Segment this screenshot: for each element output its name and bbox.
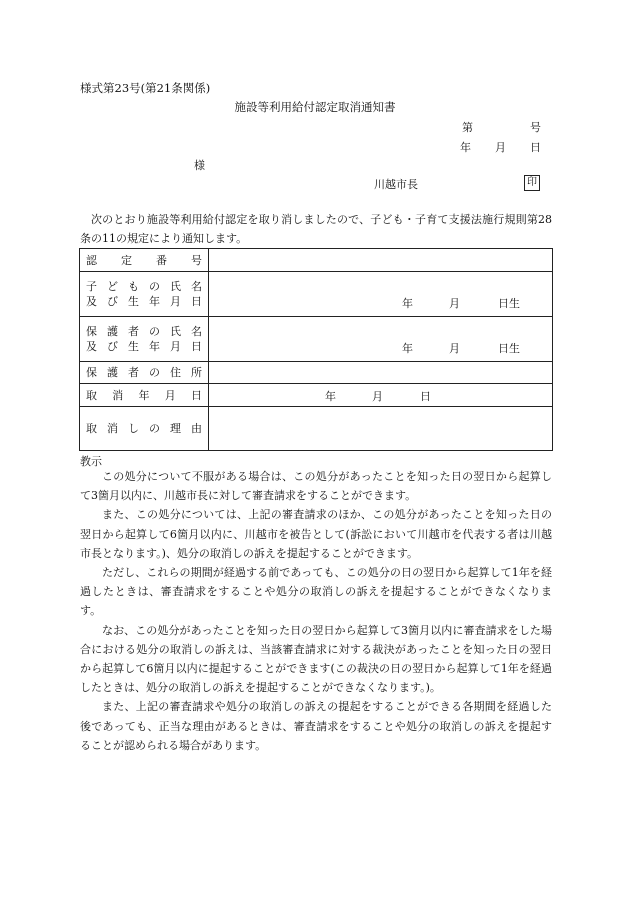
instruction-heading: 教示: [80, 455, 102, 468]
issue-year-label: 年: [460, 141, 471, 154]
guardian-name-birthdate-cell: 年 月 日生: [209, 317, 553, 362]
instruction-text: [80, 467, 552, 755]
certification-table: [79, 248, 553, 451]
instruction-paragraph: また、上記の審査請求や処分の取消しの訴えの提起をすることができる各期間を経過した後であっても、正当な理由があるときは、審査請求をすることや処分の取消しの訴えを提起することが認められる場合があります。: [80, 700, 552, 752]
document-title: 施設等利用給付認定取消通知書: [234, 100, 396, 114]
number-prefix: 第: [462, 121, 473, 134]
intro-text: 次のとおり施設等利用給付認定を取り消しましたので、子ども・子育て支援法施行規則第28条の11の規定により通知します。: [80, 213, 552, 245]
row-label: 取消しの理由: [80, 407, 209, 451]
table-row: [80, 317, 553, 362]
form-number: 様式第23号(第21条関係): [80, 81, 211, 95]
row-label: 保護者の住所: [80, 362, 209, 384]
issue-day-label: 日: [530, 141, 541, 154]
instruction-paragraph: この処分について不服がある場合は、この処分があったことを知った日の翌日から起算して3箇月以内に、川越市長に対して審査請求をすることができます。: [80, 470, 552, 503]
table-row: [80, 362, 553, 384]
row-label: 取消年月日: [80, 384, 209, 407]
guardian-address-cell: [209, 362, 553, 384]
seal-mark: 印: [524, 175, 540, 191]
child-name-birthdate-cell: 年 月 日生: [209, 272, 553, 317]
issue-month-label: 月: [495, 141, 506, 154]
table-row: [80, 249, 553, 272]
instruction-paragraph: なお、この処分があったことを知った日の翌日から起算して3箇月以内に審査請求をした場合における処分の取消しの訴えは、当該審査請求に対する裁決があったことを知った日の翌日から起算して6箇月以内に提起することができます(この裁決の日の翌日から起算して1年を経過したときは、処分の取消しの訴えを提起することができなくなります。)。: [80, 623, 552, 695]
row-label: 子どもの氏名 及び生年月日: [80, 272, 209, 317]
table-row: [80, 384, 553, 407]
row-label: 保護者の氏名 及び生年月日: [80, 317, 209, 362]
table-row: [80, 272, 553, 317]
instruction-paragraph: ただし、これらの期間が経過する前であっても、この処分の日の翌日から起算して1年を経過したときは、審査請求をすることや処分の取消しの訴えを提起することができなくなります。: [80, 566, 552, 618]
instruction-paragraph: また、この処分については、上記の審査請求のほか、この処分があったことを知った日の翌日から起算して6箇月以内に、川越市を被告として(訴訟において川越市を代表する者は川越市長となります。)、処分の取消しの訴えを提起することができます。: [80, 508, 552, 560]
cancellation-reason-cell: [209, 407, 553, 451]
table-row: [80, 407, 553, 451]
row-label: 認定番号: [80, 249, 209, 272]
issuer-name: 川越市長: [374, 178, 418, 191]
cancellation-date-cell: 年 月 日: [209, 384, 553, 407]
recipient-honorific: 様: [194, 159, 205, 172]
number-suffix: 号: [530, 121, 541, 134]
certification-number-cell: [209, 249, 553, 272]
